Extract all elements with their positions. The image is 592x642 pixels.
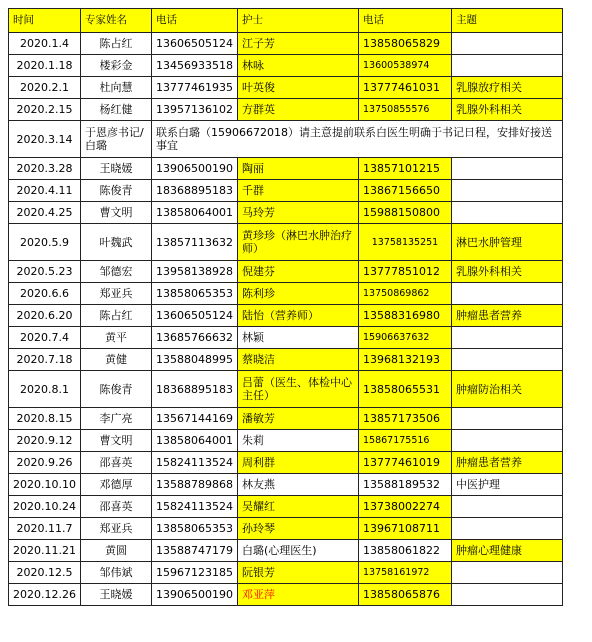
phone-cell[interactable]: 13906500190	[151, 158, 237, 180]
topic-cell[interactable]	[451, 496, 562, 518]
table-row	[9, 99, 563, 121]
phone-cell[interactable]: 13858064001	[151, 430, 237, 452]
nurse-cell[interactable]: 林咏	[237, 55, 358, 77]
header-topic[interactable]: 主题	[451, 9, 562, 33]
table-row	[9, 452, 563, 474]
date-cell[interactable]: 2020.2.15	[9, 99, 81, 121]
nurse-phone-cell[interactable]: 15988150800	[358, 202, 451, 224]
table-row	[9, 584, 563, 606]
date-cell[interactable]: 2020.10.10	[9, 474, 81, 496]
topic-cell[interactable]	[451, 408, 562, 430]
date-cell[interactable]: 2020.5.23	[9, 261, 81, 283]
header-date[interactable]: 时间	[9, 9, 81, 33]
date-cell[interactable]: 2020.3.28	[9, 158, 81, 180]
date-cell[interactable]: 2020.4.11	[9, 180, 81, 202]
phone-cell[interactable]: 18368895183	[151, 371, 237, 408]
topic-cell[interactable]	[451, 349, 562, 371]
phone-cell[interactable]: 13588048995	[151, 349, 237, 371]
nurse-cell[interactable]: 陆怡（营养师）	[237, 305, 358, 327]
date-cell[interactable]: 2020.12.5	[9, 562, 81, 584]
nurse-cell[interactable]: 方群英	[237, 99, 358, 121]
topic-cell[interactable]: 乳腺外科相关	[451, 261, 562, 283]
phone-cell[interactable]: 13857113632	[151, 224, 237, 261]
topic-cell[interactable]: 肿瘤心理健康	[451, 540, 562, 562]
nurse-phone-cell[interactable]: 13758135251	[358, 224, 451, 261]
nurse-phone-cell[interactable]: 13858061822	[358, 540, 451, 562]
table-row	[9, 408, 563, 430]
nurse-cell[interactable]: 阮银芳	[237, 562, 358, 584]
phone-cell[interactable]: 13777461935	[151, 77, 237, 99]
table-row	[9, 180, 563, 202]
nurse-phone-cell[interactable]: 13968132193	[358, 349, 451, 371]
nurse-phone-cell[interactable]: 15906637632	[358, 327, 451, 349]
nurse-phone-cell[interactable]: 13857173506	[358, 408, 451, 430]
date-cell[interactable]: 2020.9.26	[9, 452, 81, 474]
phone-cell[interactable]: 13858065353	[151, 283, 237, 305]
topic-cell[interactable]	[451, 55, 562, 77]
nurse-phone-cell[interactable]: 13738002274	[358, 496, 451, 518]
topic-cell[interactable]	[451, 158, 562, 180]
phone-cell[interactable]: 13606505124	[151, 33, 237, 55]
expert-cell[interactable]: 曹文明	[80, 430, 151, 452]
date-cell[interactable]: 2020.11.7	[9, 518, 81, 540]
phone-cell[interactable]: 15967123185	[151, 562, 237, 584]
table-row	[9, 349, 563, 371]
date-cell[interactable]: 2020.11.21	[9, 540, 81, 562]
table-row	[9, 55, 563, 77]
schedule-table	[8, 8, 563, 606]
expert-cell[interactable]: 邵喜英	[80, 452, 151, 474]
date-cell[interactable]: 2020.2.1	[9, 77, 81, 99]
expert-cell[interactable]: 黄平	[80, 327, 151, 349]
expert-cell[interactable]: 郑亚兵	[80, 518, 151, 540]
nurse-cell[interactable]: 倪建芬	[237, 261, 358, 283]
nurse-cell[interactable]: 潘敏芳	[237, 408, 358, 430]
nurse-phone-cell[interactable]: 13967108711	[358, 518, 451, 540]
nurse-cell[interactable]: 江子芳	[237, 33, 358, 55]
phone-cell[interactable]: 13588789868	[151, 474, 237, 496]
date-cell[interactable]: 2020.7.18	[9, 349, 81, 371]
expert-cell[interactable]: 楼彩金	[80, 55, 151, 77]
topic-cell[interactable]	[451, 327, 562, 349]
topic-cell[interactable]: 淋巴水肿管理	[451, 224, 562, 261]
topic-cell[interactable]	[451, 562, 562, 584]
nurse-cell[interactable]: 蔡晓洁	[237, 349, 358, 371]
expert-cell[interactable]: 陈占红	[80, 33, 151, 55]
date-cell[interactable]: 2020.6.20	[9, 305, 81, 327]
table-row	[9, 496, 563, 518]
header-nurse[interactable]: 护士	[237, 9, 358, 33]
table-row	[9, 121, 563, 158]
topic-cell[interactable]: 肿瘤患者营养	[451, 305, 562, 327]
expert-cell[interactable]: 邵喜英	[80, 496, 151, 518]
nurse-cell[interactable]: 林颖	[237, 327, 358, 349]
phone-cell[interactable]: 13567144169	[151, 408, 237, 430]
nurse-phone-cell[interactable]: 13777461019	[358, 452, 451, 474]
expert-cell[interactable]: 杨红健	[80, 99, 151, 121]
topic-cell[interactable]	[451, 584, 562, 606]
nurse-cell[interactable]: 周利群	[237, 452, 358, 474]
date-cell[interactable]: 2020.8.1	[9, 371, 81, 408]
nurse-phone-cell[interactable]: 13758161972	[358, 562, 451, 584]
table-row	[9, 77, 563, 99]
nurse-phone-cell[interactable]: 13750855576	[358, 99, 451, 121]
table-row	[9, 33, 563, 55]
expert-cell[interactable]: 陈俊青	[80, 180, 151, 202]
table-row	[9, 158, 563, 180]
expert-cell[interactable]: 王晓媛	[80, 584, 151, 606]
phone-cell[interactable]: 13606505124	[151, 305, 237, 327]
phone-cell[interactable]: 13957136102	[151, 99, 237, 121]
date-cell[interactable]: 2020.7.4	[9, 327, 81, 349]
expert-cell[interactable]: 邹伟斌	[80, 562, 151, 584]
expert-cell[interactable]: 叶魏武	[80, 224, 151, 261]
header-nurse-phone[interactable]: 电话	[358, 9, 451, 33]
nurse-cell[interactable]: 千群	[237, 180, 358, 202]
phone-cell[interactable]: 15824113524	[151, 452, 237, 474]
phone-cell[interactable]: 13906500190	[151, 584, 237, 606]
table-row	[9, 283, 563, 305]
table-row	[9, 474, 563, 496]
nurse-phone-cell[interactable]: 13857101215	[358, 158, 451, 180]
nurse-phone-cell[interactable]: 13858065531	[358, 371, 451, 408]
phone-cell[interactable]: 13858065353	[151, 518, 237, 540]
date-cell[interactable]: 2020.8.15	[9, 408, 81, 430]
nurse-phone-cell[interactable]: 13777461031	[358, 77, 451, 99]
topic-cell[interactable]: 中医护理	[451, 474, 562, 496]
nurse-phone-cell[interactable]: 13588189532	[358, 474, 451, 496]
nurse-phone-cell[interactable]: 13600538974	[358, 55, 451, 77]
phone-cell[interactable]: 15824113524	[151, 496, 237, 518]
date-cell[interactable]: 2020.4.25	[9, 202, 81, 224]
nurse-cell[interactable]: 马玲芳	[237, 202, 358, 224]
date-cell[interactable]: 2020.10.24	[9, 496, 81, 518]
nurse-cell[interactable]: 黄珍珍（淋巴水肿治疗师）	[237, 224, 358, 261]
expert-cell[interactable]: 曹文明	[80, 202, 151, 224]
topic-cell[interactable]: 乳腺外科相关	[451, 99, 562, 121]
nurse-phone-cell[interactable]: 13588316980	[358, 305, 451, 327]
note-cell[interactable]: 联系白璐（15906672018）请主意提前联系白医生明确于书记日程，安排好接送事宜	[151, 121, 562, 158]
nurse-cell[interactable]: 孙玲琴	[237, 518, 358, 540]
expert-cell[interactable]: 陈俊青	[80, 371, 151, 408]
expert-cell[interactable]: 李广亮	[80, 408, 151, 430]
date-cell[interactable]: 2020.5.9	[9, 224, 81, 261]
table-row	[9, 518, 563, 540]
schedule-sheet	[8, 8, 563, 606]
nurse-cell[interactable]: 邓亚萍	[237, 584, 358, 606]
topic-cell[interactable]	[451, 518, 562, 540]
expert-cell[interactable]: 杜向慧	[80, 77, 151, 99]
topic-cell[interactable]: 乳腺放疗相关	[451, 77, 562, 99]
nurse-cell[interactable]: 陶丽	[237, 158, 358, 180]
nurse-cell[interactable]: 吴耀红	[237, 496, 358, 518]
table-row	[9, 540, 563, 562]
nurse-phone-cell[interactable]: 15867175516	[358, 430, 451, 452]
topic-cell[interactable]: 肿瘤患者营养	[451, 452, 562, 474]
phone-cell[interactable]: 13858064001	[151, 202, 237, 224]
nurse-cell[interactable]: 陈利珍	[237, 283, 358, 305]
topic-cell[interactable]	[451, 283, 562, 305]
nurse-phone-cell[interactable]: 13777851012	[358, 261, 451, 283]
table-row	[9, 371, 563, 408]
nurse-phone-cell[interactable]: 13858065829	[358, 33, 451, 55]
topic-cell[interactable]: 肿瘤防治相关	[451, 371, 562, 408]
phone-cell[interactable]: 13588747179	[151, 540, 237, 562]
table-row	[9, 224, 563, 261]
topic-cell[interactable]	[451, 33, 562, 55]
header-phone[interactable]: 电话	[151, 9, 237, 33]
expert-cell[interactable]: 黄健	[80, 349, 151, 371]
topic-cell[interactable]	[451, 430, 562, 452]
topic-cell[interactable]	[451, 202, 562, 224]
date-cell[interactable]: 2020.9.12	[9, 430, 81, 452]
phone-cell[interactable]: 13456933518	[151, 55, 237, 77]
schedule-table-body	[9, 9, 563, 606]
nurse-cell[interactable]: 林友燕	[237, 474, 358, 496]
date-cell[interactable]: 2020.1.18	[9, 55, 81, 77]
header-expert[interactable]: 专家姓名	[80, 9, 151, 33]
nurse-phone-cell[interactable]: 13858065876	[358, 584, 451, 606]
expert-cell[interactable]: 邹德宏	[80, 261, 151, 283]
expert-cell[interactable]: 黄圆	[80, 540, 151, 562]
nurse-phone-cell[interactable]: 13750869862	[358, 283, 451, 305]
table-row	[9, 430, 563, 452]
header-row	[9, 9, 563, 33]
nurse-cell[interactable]: 吕蕾（医生、体检中心主任）	[237, 371, 358, 408]
table-row	[9, 562, 563, 584]
nurse-phone-cell[interactable]: 13867156650	[358, 180, 451, 202]
expert-cell[interactable]: 邓德厚	[80, 474, 151, 496]
nurse-cell[interactable]: 叶英俊	[237, 77, 358, 99]
expert-cell[interactable]: 于恩彦书记/白璐	[80, 121, 151, 158]
phone-cell[interactable]: 13685766632	[151, 327, 237, 349]
date-cell[interactable]: 2020.6.6	[9, 283, 81, 305]
date-cell[interactable]: 2020.1.4	[9, 33, 81, 55]
table-row	[9, 202, 563, 224]
nurse-cell[interactable]: 白璐(心理医生)	[237, 540, 358, 562]
expert-cell[interactable]: 陈占红	[80, 305, 151, 327]
table-row	[9, 305, 563, 327]
nurse-cell[interactable]: 朱莉	[237, 430, 358, 452]
phone-cell[interactable]: 18368895183	[151, 180, 237, 202]
table-row	[9, 261, 563, 283]
topic-cell[interactable]	[451, 180, 562, 202]
date-cell[interactable]: 2020.12.26	[9, 584, 81, 606]
expert-cell[interactable]: 郑亚兵	[80, 283, 151, 305]
table-row	[9, 327, 563, 349]
phone-cell[interactable]: 13958138928	[151, 261, 237, 283]
date-cell[interactable]: 2020.3.14	[9, 121, 81, 158]
expert-cell[interactable]: 王晓媛	[80, 158, 151, 180]
